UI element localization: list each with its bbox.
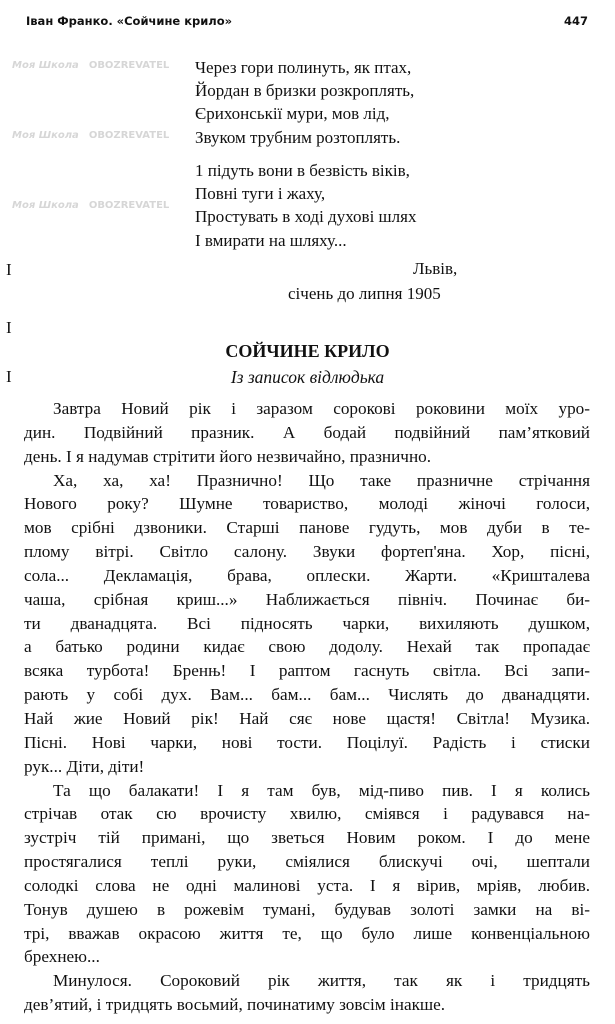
poem-stanza-2 <box>195 159 416 252</box>
text-line: солодкі слова не одні малинові уста. І я вірив, мріяв, любив. <box>24 875 590 895</box>
running-title: Іван Франко. «Сойчине крило» <box>26 14 233 28</box>
text-line: всяка турбота! Бренњ! І раптом гаснуть світла. Всі запи- <box>24 661 590 681</box>
text-line: Най жие Новий рік! Най сяє нове щастя! Світла! Музика. <box>24 708 590 728</box>
verse-line: Простувать в ході духові шлях <box>195 207 417 227</box>
verse-line: Повні туги і жаху, <box>195 184 326 204</box>
text-line: мов срібні дзвоники. Старші панове гудуть, мов дуби в те- <box>24 518 590 538</box>
text-line: простягалися теплі руки, сміялися блискучі очі, шептали <box>24 852 590 872</box>
text-line: Ха, ха, ха! Празнично! Що таке празничне стрічання <box>53 470 590 490</box>
text-line: Минулося. Сороковий рік життя, так як і тридцять <box>53 971 590 991</box>
text-line: а батько родини кидає свою додолу. Нехай так пропадає <box>24 637 590 657</box>
verse-line: Йордан в бризки розкроплять, <box>195 81 415 101</box>
story-subtitle: Із записок відлюдька <box>230 367 385 387</box>
verse-line: Через гори полинуть, як птах, <box>195 58 412 77</box>
verse-line: І вмирати на шляху... <box>195 230 347 250</box>
text-line: Завтра Новий рік і заразом сорокові роковини моїх уро- <box>53 399 590 418</box>
text-line: сола... Декламація, брава, оплески. Жарти. «Кришталева <box>24 565 590 585</box>
margin-mark: I <box>6 367 12 386</box>
poem-date: січень до липня 1905 <box>288 284 441 303</box>
text-line: Нового року? Шумне товариство, молоді жіночі голоси, <box>24 494 590 514</box>
story-title: СОЙЧИНЕ КРИЛО <box>225 341 390 361</box>
watermark-brand: OBOZREVATEL <box>88 200 170 211</box>
text-line: день. І я надумав стрітити його незвичайно, празнично. <box>24 446 432 466</box>
margin-mark: I <box>6 260 12 279</box>
watermark-brand: OBOZREVATEL <box>88 130 170 141</box>
watermark-brand: Моя Школа <box>12 130 79 141</box>
watermark-brand: OBOZREVATEL <box>88 60 170 71</box>
watermark <box>12 200 169 211</box>
text-line: рають у собі дух. Вам... бам... бам... Числять до дванадцяти. <box>24 685 590 705</box>
watermark-brand: Моя Школа <box>12 200 79 211</box>
text-line: зустріч тій примані, що зветься Новим роком. І до мене <box>24 828 590 848</box>
poem-stanza-1 <box>195 56 414 149</box>
verse-line: Єрихонськії мури, мов лід, <box>195 104 390 124</box>
text-line: ти дванадцята. Всі підносять чарки, вихиляють душком, <box>24 613 590 633</box>
text-line: чаша, срібная криш...» Наближається північ. Починає би- <box>24 589 590 609</box>
text-line: Та що балакати! І я там був, мід-пиво пив. І я колись <box>53 780 590 800</box>
text-line: рук... Діти, діти! <box>24 756 145 776</box>
text-line: дин. Подвійний празник. А бодай подвійний пам’ятковий <box>24 422 590 442</box>
text-line: Пісні. Нові чарки, нові тости. Поцілуї. Радість і стиски <box>24 732 590 752</box>
text-line: дев’ятий, і тридцять восьмий, починатиму зовсім інакше. <box>24 995 446 1015</box>
text-line: брехнею... <box>24 947 100 967</box>
margin-mark: I <box>6 318 12 337</box>
story-body <box>24 397 590 1017</box>
verse-line: Звуком трубним розтоплять. <box>195 127 401 147</box>
text-line: Тонув душею в рожевім тумані, будував золоті замки на ві- <box>24 899 590 919</box>
verse-line: 1 підуть вони в безвість віків, <box>195 161 410 180</box>
text-line: плому вітрі. Світло салону. Звуки фортеп'яна. Хор, пісні, <box>24 542 590 562</box>
watermark-brand: Моя Школа <box>12 60 79 71</box>
poem-place: Львів, <box>413 259 458 278</box>
text-line: стрічав отак сю врочисту хвилю, сміявся і радувався на- <box>24 804 590 824</box>
watermark <box>12 130 169 141</box>
text-line: трі, вважав окрасою життя те, що було лише конвенціальною <box>24 923 590 943</box>
page-number: 447 <box>564 14 589 28</box>
watermark <box>12 60 169 71</box>
